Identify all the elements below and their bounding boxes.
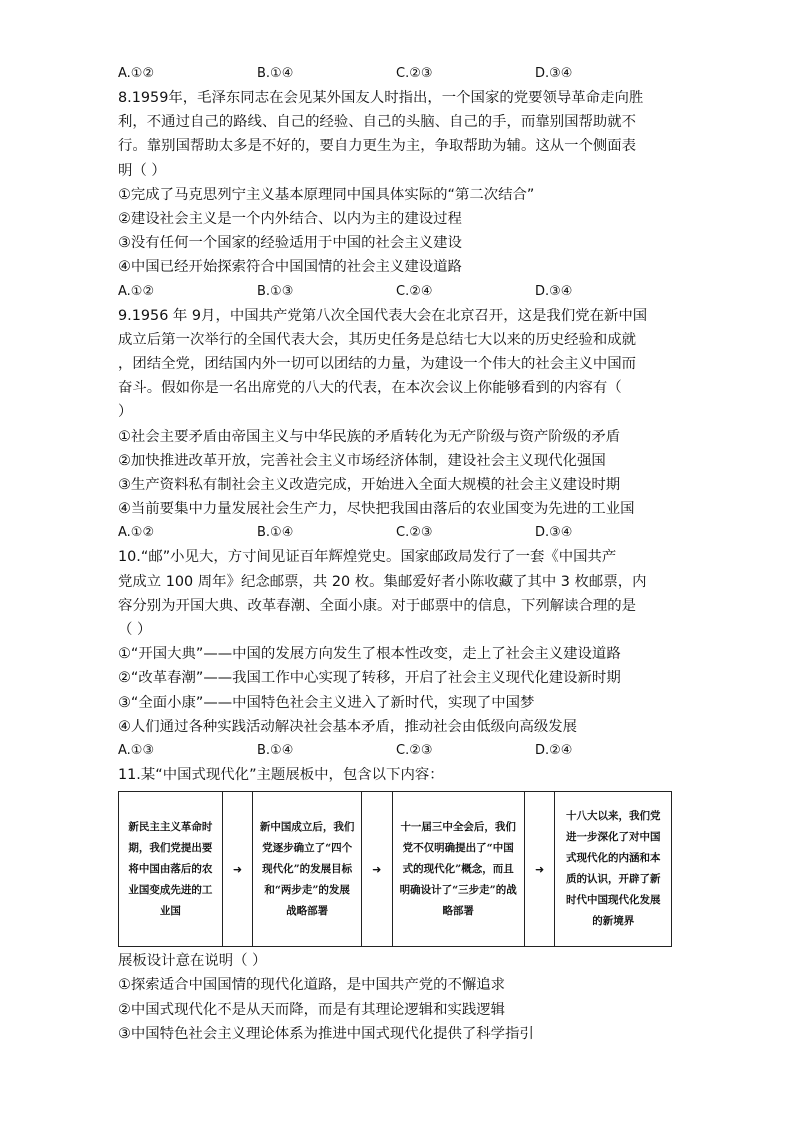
q8-option-b[interactable]: B.①③ — [257, 283, 294, 299]
q10-option-d[interactable]: D.②④ — [535, 743, 573, 759]
arrow-right-icon: ➜ — [223, 792, 254, 946]
q9-item-1: ①社会主要矛盾由帝国主义与中华民族的矛盾转化为无产阶级与资产阶级的矛盾 — [118, 428, 621, 445]
q9-option-d[interactable]: D.③④ — [535, 525, 573, 541]
q8-item-2: ②建设社会主义是一个内外结合、以内为主的建设过程 — [118, 211, 462, 228]
q10-options — [118, 739, 678, 763]
q7-option-d[interactable]: D.③④ — [535, 66, 573, 81]
q11-item-2: ②中国式现代化不是从天而降，而是有其理论逻辑和实践逻辑 — [118, 1001, 506, 1018]
q8-stem-line: 明（ ） — [118, 162, 166, 179]
q7-option-a[interactable]: A.①② — [118, 66, 155, 81]
q8-options — [118, 280, 678, 304]
board-cell-18th-congress: 十八大以来，我们党进一步深化了对中国式现代化的内涵和本质的认识，开辟了新时代中国现代化发展的新境界 — [565, 810, 661, 928]
q11-after-board: 展板设计意在说明（ ） — [118, 953, 267, 970]
q9-options — [118, 521, 678, 545]
q10-option-b[interactable]: B.①④ — [257, 743, 294, 759]
board-cell-third-plenum: 十一届三中全会后，我们党不仅明确提出了“中国式的现代化”概念，而且明确设计了“三步走”的战略部署 — [393, 792, 525, 946]
q9-stem-line: ，团结全党，团结国内外一切可以团结的力量，为建设一个伟大的社会主义中国而 — [118, 356, 637, 373]
q9-option-b[interactable]: B.①④ — [257, 525, 294, 541]
exhibition-board — [118, 791, 672, 947]
q8-option-c[interactable]: C.②④ — [396, 283, 433, 299]
q10-item-2: ②“改革春潮”——我国工作中心实现了转移，开启了社会主义现代化建设新时期 — [118, 670, 621, 687]
q8-stem-line: 利，不通过自己的路线、自己的经验、自己的头脑、自己的手，而靠别国帮助就不 — [118, 114, 637, 131]
q10-option-c[interactable]: C.②③ — [396, 743, 433, 759]
question-8 — [118, 86, 678, 304]
q8-option-a[interactable]: A.①② — [118, 283, 155, 299]
q10-stem-line: 10.“邮”小见大，方寸间见证百年辉煌党史。国家邮政局发行了一套《中国共产 — [118, 549, 617, 566]
q9-item-3: ③生产资料私有制社会主义改造完成，开始进入全面大规模的社会主义建设时期 — [118, 477, 621, 494]
q9-stem-line: 奋斗。假如你是一名出席党的八大的代表，在本次会议上你能够看到的内容有（ — [118, 380, 622, 397]
q11-item-1: ①探索适合中国国情的现代化道路，是中国共产党的不懈追求 — [118, 977, 506, 994]
q10-stem-line: （ ） — [118, 622, 152, 639]
q8-option-d[interactable]: D.③④ — [535, 283, 573, 299]
q10-item-4: ④人们通过各种实践活动解决社会基本矛盾，推动社会由低级向高级发展 — [118, 718, 578, 735]
q8-stem-line: 行。靠别国帮助太多是不好的，要自力更生为主，争取帮助为辅。这从一个侧面表 — [118, 138, 637, 155]
q8-stem-line: 8.1959年，毛泽东同志在会见某外国友人时指出，一个国家的党要领导革命走向胜 — [118, 90, 644, 106]
q9-stem-line: ） — [118, 404, 133, 421]
question-9 — [118, 304, 678, 546]
q11-item-3: ③中国特色社会主义理论体系为推进中国式现代化提供了科学指引 — [118, 1025, 534, 1042]
q10-item-1: ①“开国大典”——中国的发展方向发生了根本性改变，走上了社会主义建设道路 — [118, 646, 621, 663]
q8-item-1: ①完成了马克思列宁主义基本原理同中国具体实际的“第二次结合” — [118, 186, 535, 203]
q7-option-b[interactable]: B.①④ — [257, 66, 294, 81]
q9-stem-line: 成立后第一次举行的全国代表大会，其历史任务是总结七大以来的历史经验和成就 — [118, 331, 637, 348]
arrow-right-icon: ➜ — [525, 792, 556, 946]
q11-stem: 11.某“中国式现代化”主题展板中，包含以下内容： — [118, 767, 444, 784]
q7-option-c[interactable]: C.②③ — [396, 66, 433, 81]
q9-item-2: ②加快推进改革开放，完善社会主义市场经济体制，建设社会主义现代化强国 — [118, 452, 606, 469]
arrow-right-icon: ➜ — [362, 792, 393, 946]
question-11 — [118, 763, 678, 1046]
q9-option-c[interactable]: C.②③ — [396, 525, 433, 541]
q10-option-a[interactable]: A.①③ — [118, 743, 155, 759]
board-cell-new-china: 新中国成立后，我们党逐步确立了“四个现代化”的发展目标和“两步走”的发展战略部署 — [253, 792, 362, 946]
board-cell-new-democratic: 新民主主义革命时期，我们党提出要将中国由落后的农业国变成先进的工业国 — [119, 792, 223, 946]
q7-options — [118, 62, 678, 86]
q10-item-3: ③“全面小康”——中国特色社会主义进入了新时代，实现了中国梦 — [118, 694, 535, 711]
q9-item-4: ④当前要集中力量发展社会生产力，尽快把我国由落后的农业国变为先进的工业国 — [118, 501, 635, 518]
question-10 — [118, 545, 678, 763]
exam-page — [118, 62, 678, 1046]
q8-item-3: ③没有任何一个国家的经验适用于中国的社会主义建设 — [118, 235, 462, 252]
q9-option-a[interactable]: A.①② — [118, 525, 155, 541]
q10-stem-line: 容分别为开国大典、改革春潮、全面小康。对于邮票中的信息，下列解读合理的是 — [118, 597, 637, 614]
q10-stem-line: 党成立 100 周年》纪念邮票，共 20 枚。集邮爱好者小陈收藏了其中 3 枚邮票，内 — [118, 573, 647, 590]
q8-item-4: ④中国已经开始探索符合中国国情的社会主义建设道路 — [118, 259, 462, 276]
q9-stem-line: 9.1956 年 9月，中国共产党第八次全国代表大会在北京召开，这是我们党在新中国 — [118, 307, 648, 324]
